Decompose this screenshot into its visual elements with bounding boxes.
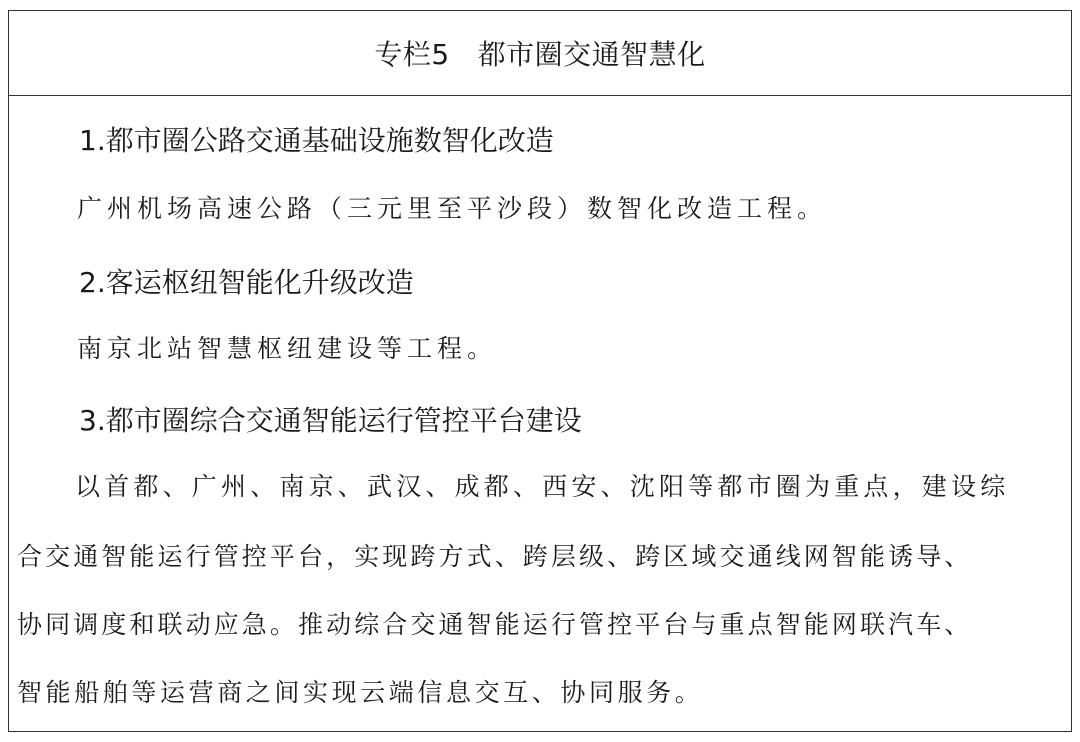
column-box	[8, 10, 1072, 732]
section-body-3-line-1: 以首都、广州、南京、武汉、成都、西安、沈阳等都市圈为重点，建设综	[75, 472, 1010, 501]
column-header	[9, 11, 1071, 96]
column-label: 专栏5	[374, 38, 450, 71]
section-heading-3: 3.都市圈综合交通智能运行管控平台建设	[79, 404, 582, 437]
section-body-3-line-4: 智能船舶等运营商之间实现云端信息交互、协同服务。	[17, 678, 704, 707]
section-heading-1: 1.都市圈公路交通基础设施数智化改造	[79, 124, 554, 157]
section-body-1: 广州机场高速公路（三元里至平沙段）数智化改造工程。	[77, 194, 828, 223]
section-heading-2: 2.客运枢纽智能化升级改造	[79, 266, 414, 299]
section-body-2: 南京北站智慧枢纽建设等工程。	[77, 334, 498, 363]
section-body-3-line-3: 协同调度和联动应急。推动综合交通智能运行管控平台与重点智能网联汽车、	[17, 610, 973, 639]
column-title: 都市圈交通智慧化	[477, 38, 706, 71]
section-body-3-line-2: 合交通智能运行管控平台，实现跨方式、跨层级、跨区域交通线网智能诱导、	[17, 542, 973, 571]
